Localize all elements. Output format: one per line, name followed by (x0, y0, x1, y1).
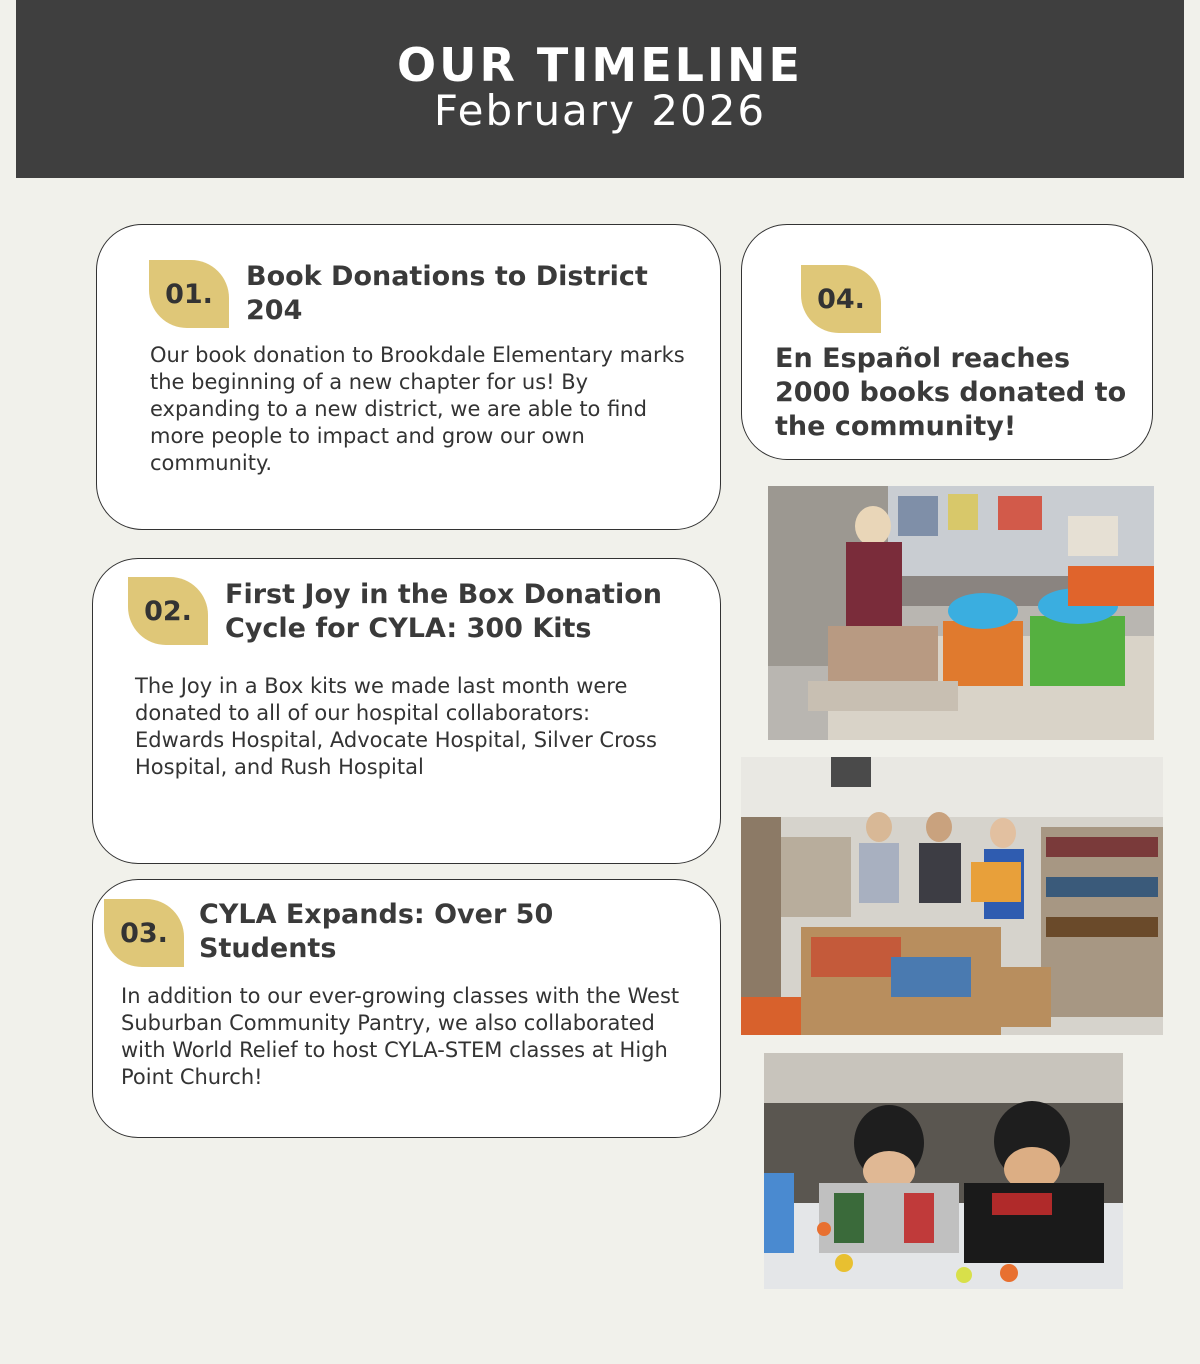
timeline-card-03 (92, 879, 721, 1138)
timeline-number-badge: 01. (149, 260, 229, 328)
timeline-body: In addition to our ever-growing classes with the West Suburban Community Pantry, we also collaborated with World Relief to host CYLA-STEM classes at High Point Church! (121, 984, 680, 1089)
timeline-title: En Español reaches 2000 books donated to the community! (775, 343, 1127, 442)
photo-children-craft (764, 1053, 1123, 1289)
photo-book-donation (768, 486, 1154, 740)
timeline-card-02 (92, 558, 721, 864)
page-subtitle: February 2026 (433, 86, 767, 135)
timeline-number-badge: 02. (128, 577, 208, 645)
timeline-title: First Joy in the Box Donation Cycle for CYLA: 300 Kits (225, 579, 662, 644)
page-header (16, 0, 1184, 178)
timeline-body: The Joy in a Box kits we made last month were donated to all of our hospital collaborators: Edwards Hospital, Advocate Hospital, Silver Cross Hospital, and Rush Hospital (135, 674, 657, 779)
photo-students-books (741, 757, 1163, 1035)
timeline-number-badge: 04. (801, 265, 881, 333)
timeline-body: Our book donation to Brookdale Elementary marks the beginning of a new chapter for us! By expanding to a new district, we are able to find more people to impact and grow our own community. (150, 343, 685, 475)
timeline-card-04 (741, 224, 1153, 460)
timeline-number-badge: 03. (104, 899, 184, 967)
page-title: OUR TIMELINE (397, 38, 803, 92)
timeline-card-01 (96, 224, 721, 530)
timeline-title: Book Donations to District 204 (246, 261, 648, 326)
timeline-title: CYLA Expands: Over 50 Students (199, 899, 554, 964)
